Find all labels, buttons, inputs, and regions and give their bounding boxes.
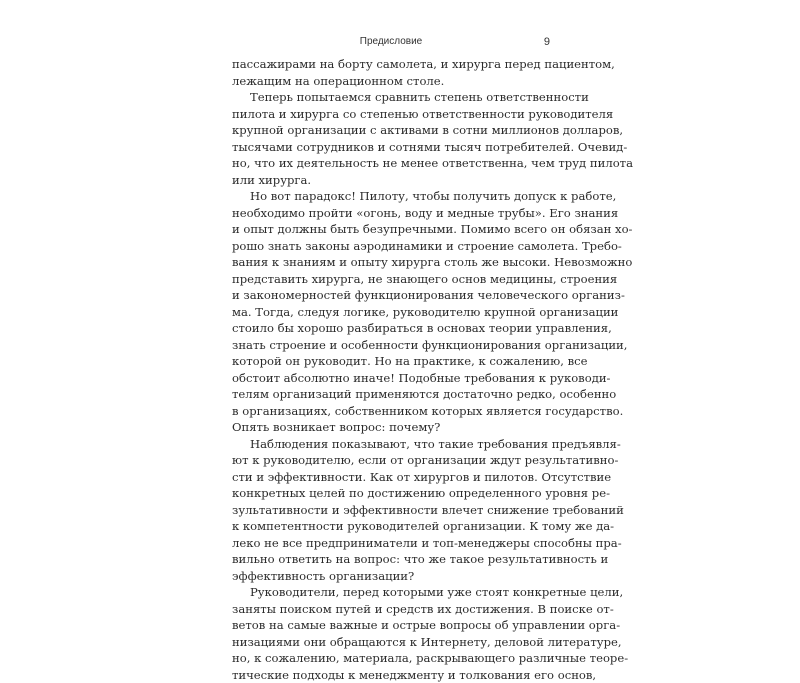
- running-header: [232, 36, 550, 50]
- text-line: вильно ответить на вопрос: что же такое результативность и: [232, 551, 550, 568]
- paragraph: [232, 56, 550, 89]
- text-line: и закономерностей функционирования человеческого организ-: [232, 287, 550, 304]
- text-line: низациями они обращаются к Интернету, деловой литературе,: [232, 634, 550, 651]
- text-line: пассажирами на борту самолета, и хирурга перед пациентом,: [232, 56, 550, 73]
- text-line: Опять возникает вопрос: почему?: [232, 419, 550, 436]
- text-line: крупной организации с активами в сотни миллионов долларов,: [232, 122, 550, 139]
- text-line: знать строение и особенности функционирования организации,: [232, 337, 550, 354]
- text-line: и опыт должны быть безупречными. Помимо всего он обязан хо-: [232, 221, 550, 238]
- text-line: пилота и хирурга со степенью ответственности руководителя: [232, 106, 550, 123]
- text-line: Руководители, перед которыми уже стоят конкретные цели,: [232, 584, 550, 601]
- text-line: зультативности и эффективности влечет снижение требований: [232, 502, 550, 519]
- text-line: Но вот парадокс! Пилоту, чтобы получить допуск к работе,: [232, 188, 550, 205]
- text-line: телям организаций применяются достаточно редко, особенно: [232, 386, 550, 403]
- text-line: вания к знаниям и опыту хирурга столь же высоки. Невозможно: [232, 254, 550, 271]
- text-line: леко не все предприниматели и топ-менеджеры способны пра-: [232, 535, 550, 552]
- text-line: эффективность организации?: [232, 568, 550, 585]
- text-line: ют к руководителю, если от организации ждут результативно-: [232, 452, 550, 469]
- text-line: конкретных целей по достижению определенного уровня ре-: [232, 485, 550, 502]
- text-line: в организациях, собственником которых является государство.: [232, 403, 550, 420]
- text-line: ветов на самые важные и острые вопросы об управлении орга-: [232, 617, 550, 634]
- text-line: представить хирурга, не знающего основ медицины, строения: [232, 271, 550, 288]
- text-line: к компетентности руководителей организации. К тому же да-: [232, 518, 550, 535]
- paragraph: [232, 436, 550, 585]
- text-line: сти и эффективности. Как от хирургов и пилотов. Отсутствие: [232, 469, 550, 486]
- running-title: Предисловие: [232, 36, 550, 48]
- text-line: необходимо пройти «огонь, воду и медные трубы». Его знания: [232, 205, 550, 222]
- paragraph: [232, 188, 550, 436]
- text-line: которой он руководит. Но на практике, к сожалению, все: [232, 353, 550, 370]
- text-line: Теперь попытаемся сравнить степень ответственности: [232, 89, 550, 106]
- text-line: но, что их деятельность не менее ответственна, чем труд пилота: [232, 155, 550, 172]
- text-line: тические подходы к менеджменту и толкования его основ,: [232, 667, 550, 683]
- text-line: или хирурга.: [232, 172, 550, 189]
- text-line: лежащим на операционном столе.: [232, 73, 550, 90]
- body-text: [232, 56, 550, 683]
- paragraph: [232, 584, 550, 683]
- text-line: рошо знать законы аэродинамики и строение самолета. Требо-: [232, 238, 550, 255]
- paragraph: [232, 89, 550, 188]
- text-line: заняты поиском путей и средств их достижения. В поиске от-: [232, 601, 550, 618]
- text-line: тысячами сотрудников и сотнями тысяч потребителей. Очевид-: [232, 139, 550, 156]
- text-line: ма. Тогда, следуя логике, руководителю крупной организации: [232, 304, 550, 321]
- text-line: но, к сожалению, материала, раскрывающего различные теоре-: [232, 650, 550, 667]
- text-line: Наблюдения показывают, что такие требования предъявля-: [232, 436, 550, 453]
- text-line: обстоит абсолютно иначе! Подобные требования к руководи-: [232, 370, 550, 387]
- text-line: стоило бы хорошо разбираться в основах теории управления,: [232, 320, 550, 337]
- page-number: 9: [544, 36, 550, 48]
